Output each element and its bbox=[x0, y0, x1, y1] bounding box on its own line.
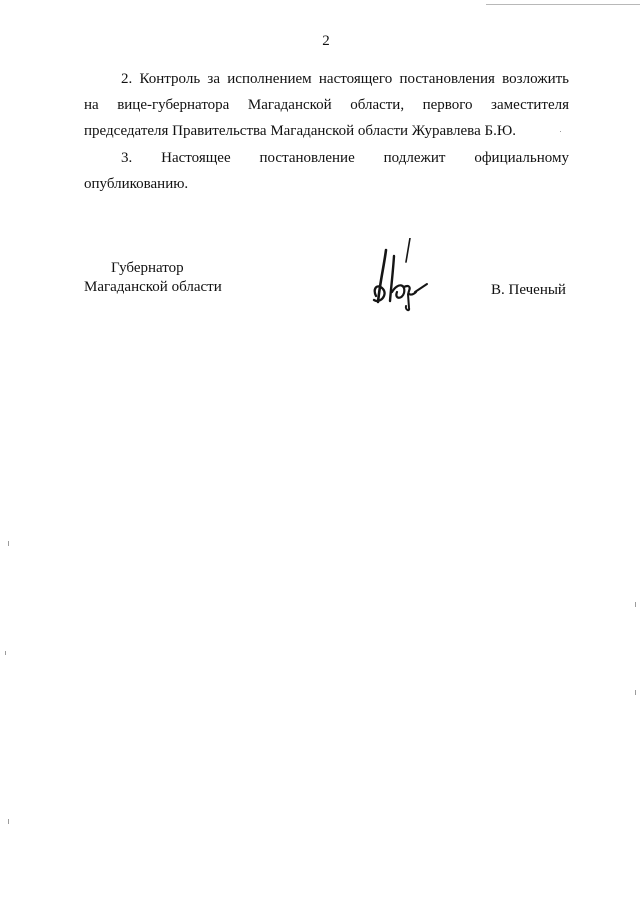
scan-dot bbox=[635, 690, 636, 695]
paragraph-line: 3. Настоящее постановление подлежит официальному bbox=[121, 150, 569, 166]
paragraph-line: на вице-губернатора Магаданской области, первого заместителя bbox=[84, 97, 569, 113]
top-edge-rule bbox=[486, 4, 640, 5]
position-title-line: Губернатор bbox=[111, 260, 184, 276]
signer-position-title bbox=[84, 259, 244, 297]
signer-name: В. Печеный bbox=[491, 282, 566, 298]
scan-dot bbox=[8, 541, 9, 546]
paragraph-line: председателя Правительства Магаданской области Журавлева Б.Ю. bbox=[84, 123, 517, 139]
page-number: 2 bbox=[322, 33, 330, 49]
scan-dot bbox=[635, 602, 636, 607]
position-title-line: Магаданской области bbox=[84, 279, 222, 295]
scan-dot bbox=[8, 819, 9, 824]
scan-dot bbox=[560, 131, 561, 132]
paragraph-3-publication bbox=[84, 145, 569, 197]
paragraph-2-control bbox=[84, 66, 569, 144]
handwritten-signature bbox=[370, 238, 432, 316]
paragraph-line: опубликованию. bbox=[84, 176, 189, 192]
paragraph-line: 2. Контроль за исполнением настоящего постановления возложить bbox=[121, 71, 569, 87]
scan-dot bbox=[5, 651, 6, 655]
